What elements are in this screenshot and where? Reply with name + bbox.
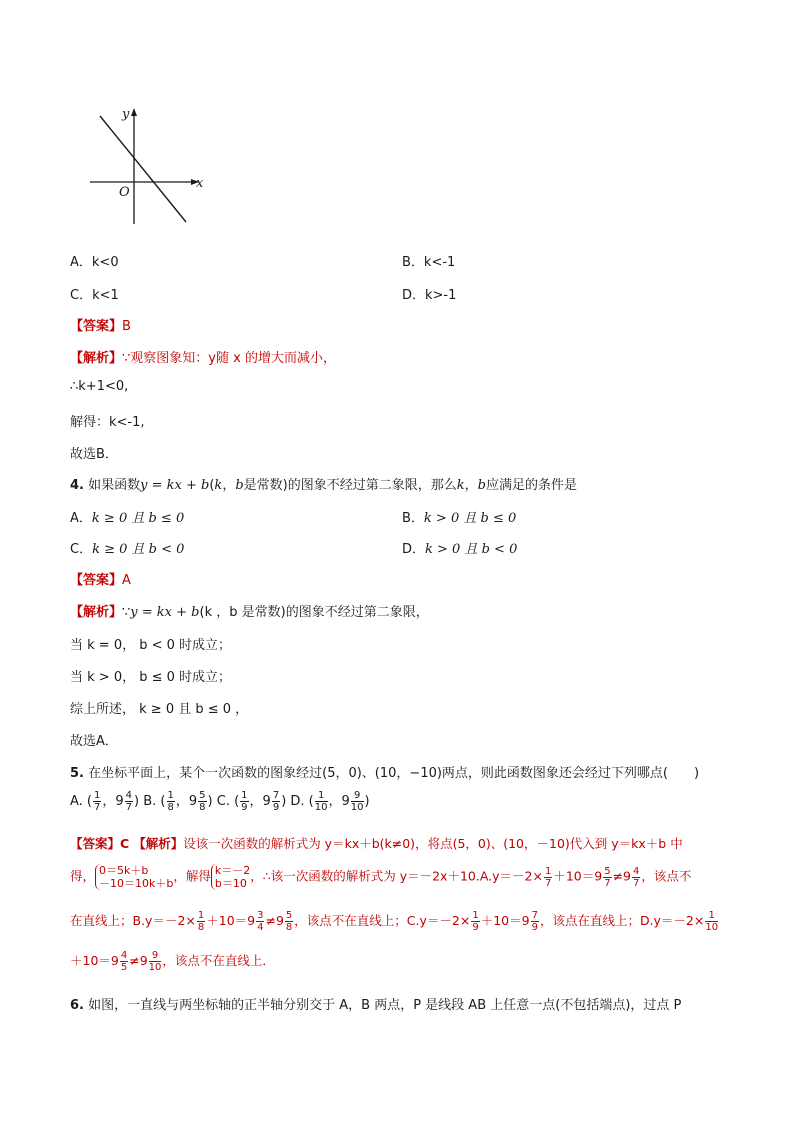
q4-analysis-4: 综上所述， k ≥ 0 且 b ≤ 0 ， <box>70 702 249 717</box>
q4-analysis-3: 当 k > 0， b ≤ 0 时成立； <box>70 670 232 685</box>
q4-option-c: C．k ≥ 0 且 b < 0 <box>70 542 185 557</box>
q3-option-c: C．k<1 <box>70 288 119 303</box>
q3-option-b: B．k<-1 <box>402 255 456 270</box>
q5-options: A. ( $\frac{1}{7}$ ，9 $\frac{4}{7}$ ) B. ( $\frac{1}{8}$ ，9 $\frac{5}{8}$ ) C. ( $\frac{1}{9}$ ，9 $\frac{7}{9}$ ) D. ( $\frac{1}{10}$ ，9 $\frac{9}{10}$ ) <box>70 790 370 813</box>
q4-stem: 4. 如果函数y = kx + b(k，b是常数)的图象不经过第二象限，那么k，b应满足的条件是 <box>70 478 577 493</box>
q5-answer-line2: 得， 0＝5k＋b －10＝10k＋b ，解得 k＝－2 b＝10 ，∴该一次函数的解析式为 y＝－2x＋10.A.y＝－2× $\frac{1}{7}$ ＋10＝9 $\frac{5}{7}$ ≠9 $\frac{4}{7}$ ，该点不 <box>70 864 692 890</box>
y-axis-arrow <box>131 108 137 116</box>
y-axis-label: y <box>122 107 130 122</box>
q5-stem: 5. 在坐标平面上，某个一次函数的图象经过(5，0)、(10，−10)两点，则此函数图象还会经过下列哪点( ) <box>70 766 700 781</box>
q5-answer-line4: ＋10＝9 $\frac{4}{5}$ ≠9 $\frac{9}{10}$ ，该点不在直线上． <box>70 950 275 973</box>
q3-analysis-3: 解得：k<-1, <box>70 415 145 430</box>
q4-analysis-2: 当 k = 0， b < 0 时成立； <box>70 638 232 653</box>
q4-option-a: A．k ≥ 0 且 b ≤ 0 <box>70 511 185 526</box>
line-graph <box>84 104 214 228</box>
q4-analysis-5: 故选A． <box>70 734 118 749</box>
q4-answer: 【答案】A <box>70 573 131 588</box>
q3-answer: 【答案】B <box>70 319 131 334</box>
q3-analysis-2: ∴k+1<0, <box>70 379 129 394</box>
origin-label: O <box>119 185 130 200</box>
function-line <box>100 116 186 222</box>
q5-answer-line1: 【答案】C 【解析】设该一次函数的解析式为 y＝kx＋b(k≠0)，将点(5，0)、(10，－10)代入到 y＝kx＋b 中 <box>70 836 683 851</box>
q3-option-d: D．k>-1 <box>402 288 457 303</box>
x-axis-label: x <box>196 176 204 191</box>
q6-stem: 6. 如图，一直线与两坐标轴的正半轴分别交于 A，B 两点，P 是线段 AB 上任意一点(不包括端点)，过点 P <box>70 998 682 1013</box>
q4-analysis-1: 【解析】∵y = kx + b(k ，b 是常数)的图象不经过第二象限， <box>70 605 429 620</box>
q4-option-b: B．k > 0 且 b ≤ 0 <box>402 511 517 526</box>
q3-analysis-1: 【解析】∵观察图象知：y随 x 的增大而减小， <box>70 351 336 366</box>
q3-option-a: A．k<0 <box>70 255 119 270</box>
q3-analysis-4: 故选B． <box>70 447 118 462</box>
q4-option-d: D．k > 0 且 b < 0 <box>402 542 518 557</box>
q5-answer-line3: 在直线上；B.y＝－2× $\frac{1}{8}$ ＋10＝9 $\frac{3}{4}$ ≠9 $\frac{5}{8}$ ，该点不在直线上；C.y＝－2× $\frac{1}{9}$ ＋10＝9 $\frac{7}{9}$ ，该点在直线上；D.y＝－2× $\frac{1}{10}$ <box>70 910 719 933</box>
